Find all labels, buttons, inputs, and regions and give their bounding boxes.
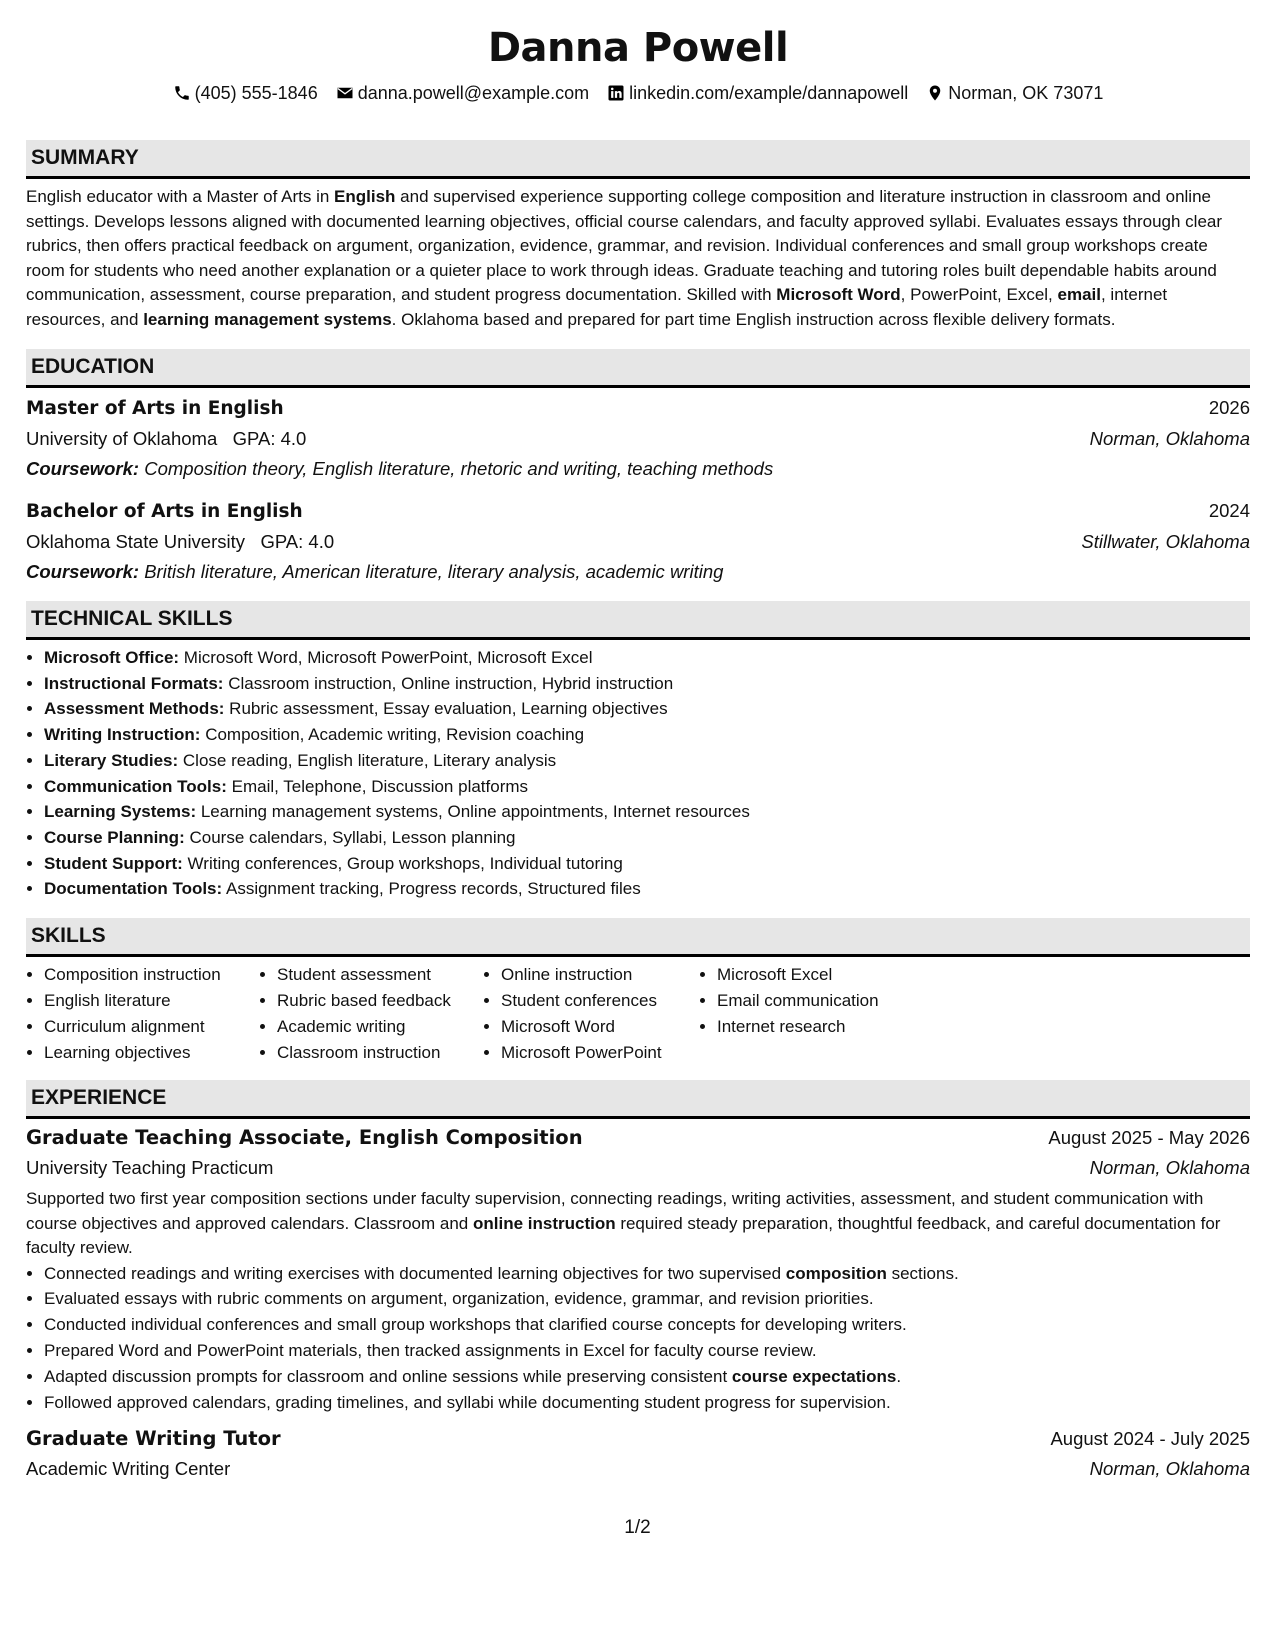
degree-title: Bachelor of Arts in English (26, 501, 303, 522)
summary-text: English educator with a Master of Arts in English and supervised experience supporting college composition and literature instruction in classroom and online settings. Develops lessons aligned with documented learning objectives, official course calendars, and faculty approved syllabi. Evaluates essays through clear rubrics, then offers practical feedback on argument, organization, evidence, grammar, and revision. Individual conferences and small group workshops create room for students who need another explanation or a quieter place to work through ideas. Graduate teaching and tutoring roles built dependable habits around communication, assessment, course preparation, and student progress documentation. Skilled with Microsoft Word, PowerPoint, Excel, email, internet resources, and learning management systems. Oklahoma based and prepared for part time English instruction across flexible delivery formats. (26, 187, 1223, 329)
list-item: • Student Support: Writing conferences, Group workshops, Individual tutoring (44, 851, 1250, 877)
list-item: • Instructional Formats: Classroom instruction, Online instruction, Hybrid instruction (44, 671, 1250, 697)
list-item: • Communication Tools: Email, Telephone, Discussion platforms (44, 774, 1250, 800)
education-heading: EDUCATION (26, 349, 1250, 388)
list-item: • Connected readings and writing exercises with documented learning objectives for two supervised composition sections. (44, 1261, 1250, 1287)
degree-year: 2024 (1208, 500, 1250, 521)
school-name: University of Oklahoma GPA: 4.0 (26, 428, 307, 449)
job-description: Supported two first year composition sections under faculty supervision, connecting readings, writing activities, assessment, and student communication with course objectives and approved calendars. Classroom and online instruction required steady preparation, thoughtful feedback, and careful documentation for faculty review. (26, 1189, 1221, 1258)
list-item: • Academic writing (277, 1014, 483, 1040)
list-item: • Microsoft Office: Microsoft Word, Microsoft PowerPoint, Microsoft Excel (44, 645, 1250, 671)
list-item: • Course Planning: Course calendars, Syllabi, Lesson planning (44, 825, 1250, 851)
coursework: Coursework: British literature, American literature, literary analysis, academic writing (26, 561, 724, 582)
job-title: Graduate Writing Tutor (26, 1427, 281, 1451)
skills-column (26, 962, 259, 1066)
skills-column (483, 962, 699, 1066)
experience-entry (26, 1424, 1250, 1484)
skills-heading: SKILLS (26, 918, 1250, 957)
list-item: • Prepared Word and PowerPoint materials, then tracked assignments in Excel for faculty course review. (44, 1338, 1250, 1364)
list-item: • Online instruction (501, 962, 699, 988)
technical-skills-list (26, 645, 1250, 902)
list-item: • Curriculum alignment (44, 1014, 259, 1040)
resume-page (26, 18, 1250, 1484)
experience-heading: EXPERIENCE (26, 1080, 1250, 1119)
contact-email[interactable] (336, 78, 589, 108)
education-entry (26, 393, 1250, 484)
job-location: Norman, Oklahoma (1089, 1157, 1250, 1179)
list-item: • Classroom instruction (277, 1040, 483, 1066)
skills-columns (26, 962, 1250, 1066)
contact-bar (26, 78, 1250, 108)
list-item: • Conducted individual conferences and small group workshops that clarified course concepts for developing writers. (44, 1312, 1250, 1338)
job-title: Graduate Teaching Associate, English Composition (26, 1126, 583, 1150)
school-location: Norman, Oklahoma (1089, 428, 1250, 449)
job-org: Academic Writing Center (26, 1458, 231, 1480)
list-item: • Documentation Tools: Assignment tracking, Progress records, Structured files (44, 876, 1250, 902)
coursework: Coursework: Composition theory, English literature, rhetoric and writing, teaching methods (26, 458, 774, 479)
job-bullets (26, 1261, 1250, 1416)
job-location: Norman, Oklahoma (1089, 1458, 1250, 1480)
linkedin-icon (607, 84, 625, 102)
linkedin-text: linkedin.com/example/dannapowell (629, 83, 909, 103)
list-item: • Evaluated essays with rubric comments on argument, organization, evidence, grammar, and revision priorities. (44, 1286, 1250, 1312)
contact-phone[interactable] (173, 78, 318, 108)
degree-title: Master of Arts in English (26, 398, 284, 419)
job-dates: August 2024 - July 2025 (1050, 1428, 1250, 1450)
page-number: 1/2 (624, 1517, 651, 1538)
location-text: Norman, OK 73071 (948, 83, 1104, 103)
contact-location (926, 78, 1103, 108)
contact-linkedin[interactable] (607, 78, 908, 108)
envelope-icon (336, 84, 354, 102)
list-item: • Microsoft Word (501, 1014, 699, 1040)
list-item: • Microsoft Excel (717, 962, 937, 988)
list-item: • Learning Systems: Learning management systems, Online appointments, Internet resources (44, 799, 1250, 825)
job-dates: August 2025 - May 2026 (1048, 1127, 1250, 1149)
list-item: • English literature (44, 988, 259, 1014)
degree-year: 2026 (1208, 397, 1250, 418)
list-item: • Literary Studies: Close reading, English literature, Literary analysis (44, 748, 1250, 774)
experience-entry (26, 1123, 1250, 1415)
list-item: • Adapted discussion prompts for classroom and online sessions while preserving consistent course expectations. (44, 1364, 1250, 1390)
list-item: • Rubric based feedback (277, 988, 483, 1014)
list-item: • Student conferences (501, 988, 699, 1014)
education-entry (26, 496, 1250, 587)
school-location: Stillwater, Oklahoma (1081, 531, 1250, 552)
phone-text: (405) 555-1846 (194, 83, 318, 103)
list-item: • Followed approved calendars, grading timelines, and syllabi while documenting student progress for supervision. (44, 1390, 1250, 1416)
job-org: University Teaching Practicum (26, 1157, 274, 1179)
list-item: • Writing Instruction: Composition, Academic writing, Revision coaching (44, 722, 1250, 748)
candidate-name: Danna Powell (487, 25, 789, 71)
email-text: danna.powell@example.com (357, 83, 590, 103)
list-item: • Microsoft PowerPoint (501, 1040, 699, 1066)
list-item: • Internet research (717, 1014, 937, 1040)
list-item: • Assessment Methods: Rubric assessment, Essay evaluation, Learning objectives (44, 696, 1250, 722)
summary-heading: SUMMARY (26, 140, 1250, 179)
list-item: • Composition instruction (44, 962, 259, 988)
map-marker-icon (926, 84, 944, 102)
skills-column (259, 962, 483, 1066)
technical-skills-heading: TECHNICAL SKILLS (26, 601, 1250, 640)
list-item: • Email communication (717, 988, 937, 1014)
phone-icon (173, 84, 191, 102)
list-item: • Learning objectives (44, 1040, 259, 1066)
list-item: • Student assessment (277, 962, 483, 988)
skills-column (699, 962, 937, 1066)
school-name: Oklahoma State University GPA: 4.0 (26, 531, 335, 552)
